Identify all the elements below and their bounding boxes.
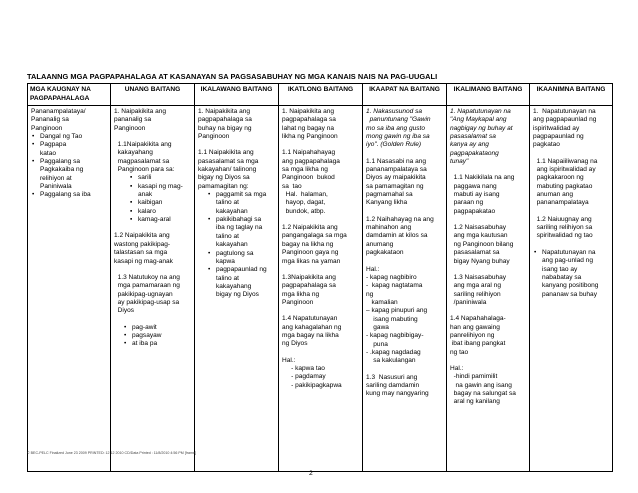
bullet-list [533, 249, 609, 299]
cell-grade-3 [279, 106, 363, 472]
cell-text: 1.1 Naipakikita ang pasasalamat sa mga kakayahan/ talinong bigay ng Diyos sa pamamagitan ng: [198, 149, 259, 190]
cell-text: 1.1 Napaiiliwanag na ang ispiritwalidad ay pagkakaroon ng mabuting pagkatao anuman ang pananampalataya [536, 157, 598, 207]
cell-text: 1.4 Napahahalaga- han ang gawaing panrelihiyon ng ibat ibang pangkat ng tao [450, 315, 506, 356]
list-item: • pagtulong sa kapwa [216, 250, 275, 267]
cell-text: 1.1 Nakikilala na ang paggawa nang mabuti ay isang paraan ng pagpapakatao [453, 174, 515, 215]
cell-text: 1.2 Naihahayag na ang mahinahon ang damdamin at kilos sa anumang pagkakataon [366, 215, 434, 257]
list-item: ▪ kamag-aral [138, 216, 191, 224]
cell-text: 1.1 Naipahahayag ang pagpapahalaga sa mga likha ng Panginoon bukod sa tao Hal. halaman, hayop, dagat, bundok, atbp. [282, 149, 340, 215]
cell-text: 1.2 Naiuugnay ang sariling relihiyon sa spiritwalidad ng tao [536, 215, 593, 240]
cell-text: Hal.: -hindi pamimilit na gawin ang isang bagay na salungat sa aral ng kanilang [450, 364, 516, 406]
bullet-list [114, 174, 191, 224]
document-title: TALAANNG MGA PAGPAPAHALAGA AT KASANAYAN SA PAGSASABUHAY NG MGA KANAIS NAIS NA PAG-UUGALI [27, 72, 438, 81]
list-item: ▪ kaibigan [138, 199, 191, 207]
cell-grade-4 [363, 106, 447, 472]
cell-text: 1.3 Naisasabuhay ang mga aral ng sariling relihiyon /paniniwala [453, 273, 507, 306]
cell-text: 1.2 Naipakikita ang pangangalaga sa mga bagay na likha ng Panginoon gaya ng mga likas na yaman [282, 224, 347, 265]
print-footer-note: © BEC-PELC Finalized June 23 2009 PRINTED: 12 12 2010 CD/Data Printed : 11/8/2010 4:56 PM [frame] [27, 451, 196, 455]
cell-text: 1.2 Naisasabuhay ang mga kautusan ng Panginoon bilang pasasalamat sa bigay Nyang buhay [453, 224, 514, 265]
cell-grade-1 [111, 106, 195, 472]
header-related-values: MGA KAUGNAY NA PAGPAPAHALAGA [28, 84, 111, 106]
list-item: • pagsayaw [132, 332, 191, 340]
list-item: • Dangal ng Tao [40, 133, 107, 141]
cell-related-values [28, 106, 111, 472]
list-item: • Pagpapa katao [40, 141, 107, 158]
cell-text: Hal.: - kapag nagbibiro - kapag nagtatama ng kamalian – kapag pinupuri ang isang mabuting gawa - kapag nagbibigay- puna - .kapag nagdadag sa kakulangan [366, 265, 428, 365]
list-item: • at iba pa [132, 340, 191, 348]
table-header-row [28, 84, 613, 106]
cell-text: 1.1Naipakikita ang kakayahang magpasalamat sa Panginoon para sa: [117, 141, 175, 174]
header-grade-6: IKAANIMNA BAITANG [530, 84, 613, 106]
list-item: ▪ kasapi ng mag- anak [138, 183, 191, 200]
cell-text: Pananampalataya/ Pananalig sa Panginoon [31, 108, 86, 132]
cell-text: 1.3Naipakikita ang pagpapahalaga sa mga likha ng Panginoon [282, 273, 336, 306]
cell-grade-6 [530, 106, 613, 472]
header-grade-1: UNANG BAITANG [111, 84, 195, 106]
cell-text: 1.2 Naipakikita ang wastong pakikipag- talastasan sa mga kasapi ng mag-anak [114, 232, 173, 265]
cell-text: 1. Nakasusunod sa panuntunang "Gawin mo sa iba ang gusto mong gawin ng iba sa iyo". (Golden Rule) [366, 108, 431, 149]
cell-text: 1. Naipakikita ang pagpapahalaga sa lahat ng bagay na likha ng Panginoon [282, 108, 338, 141]
list-item: • Paggalang sa iba [40, 191, 107, 199]
header-grade-5: IKALIMANG BAITANG [447, 84, 530, 106]
cell-text: 1. Naipakikita ang pagpapahalaga sa buhay na bigay ng Panginoon [198, 108, 252, 141]
header-grade-3: IKATLONG BAITANG [279, 84, 363, 106]
list-item: ▪ kalaro [138, 208, 191, 216]
cell-text: 1.3 Nasusuri ang sariling damdamin kung may nangyaring [366, 373, 429, 398]
bullet-list [198, 191, 275, 299]
values-table [27, 83, 613, 472]
cell-text: 1. Napatutunayan na "Ang Maykapal ang nagbigay ng buhay at pasasalamat sa kanya ay ang pagpapakataong tunay" [450, 108, 513, 166]
list-item: • pag-awit [132, 324, 191, 332]
table-row [28, 106, 613, 472]
cell-grade-5 [447, 106, 530, 472]
cell-grade-2 [195, 106, 279, 472]
list-item: • Paggalang sa Pagkakaiba ng relihiyon at Paniniwala [40, 158, 107, 191]
cell-text: 1. Napatutunayan na ang pagpapaunlad ng ispiritwalidad ay pagpapaunlad ng pagkatao [533, 108, 597, 149]
header-grade-2: IKALAWANG BAITANG [195, 84, 279, 106]
list-item: • Napatutunayan na ang pag-unlad ng isang tao ay nababatay sa kanyang positibong pananaw sa buhay [542, 249, 609, 299]
cell-text: Hal.: - kapwa tao - pagdamay - pakikipagkapwa [282, 356, 342, 389]
cell-text: 1.4 Napatutunayan ang kahagalahan ng mga bagay na likha ng Diyos [282, 315, 342, 348]
list-item: ▪ sarili [138, 174, 191, 182]
cell-text: 1.1 Nasasabi na ang pananampalataya sa Diyos ay maipakikita sa pamamagitan ng pagmamahal sa Kanyang likha [366, 157, 427, 207]
header-grade-4: IKAAPAT NA BAITANG [363, 84, 447, 106]
list-item: • paggamit sa mga talino at kakayahan [216, 191, 275, 216]
list-item: • pakikibahagi sa iba ng taglay na talino at kakayahan [216, 216, 275, 249]
page-number: 2 [309, 470, 313, 477]
cell-text: 1. Naipakikita ang pananalig sa Panginoon [114, 108, 167, 132]
cell-text: 1.3 Natutukoy na ang mga pamamaraan ng pakikipag-ugnayan ay pakikipag-usap sa Diyos [117, 273, 180, 315]
bullet-list [114, 324, 191, 349]
list-item: • pagpapaunlad ng talino at kakayahang bigay ng Diyos [216, 266, 275, 299]
bullet-list [31, 133, 107, 200]
